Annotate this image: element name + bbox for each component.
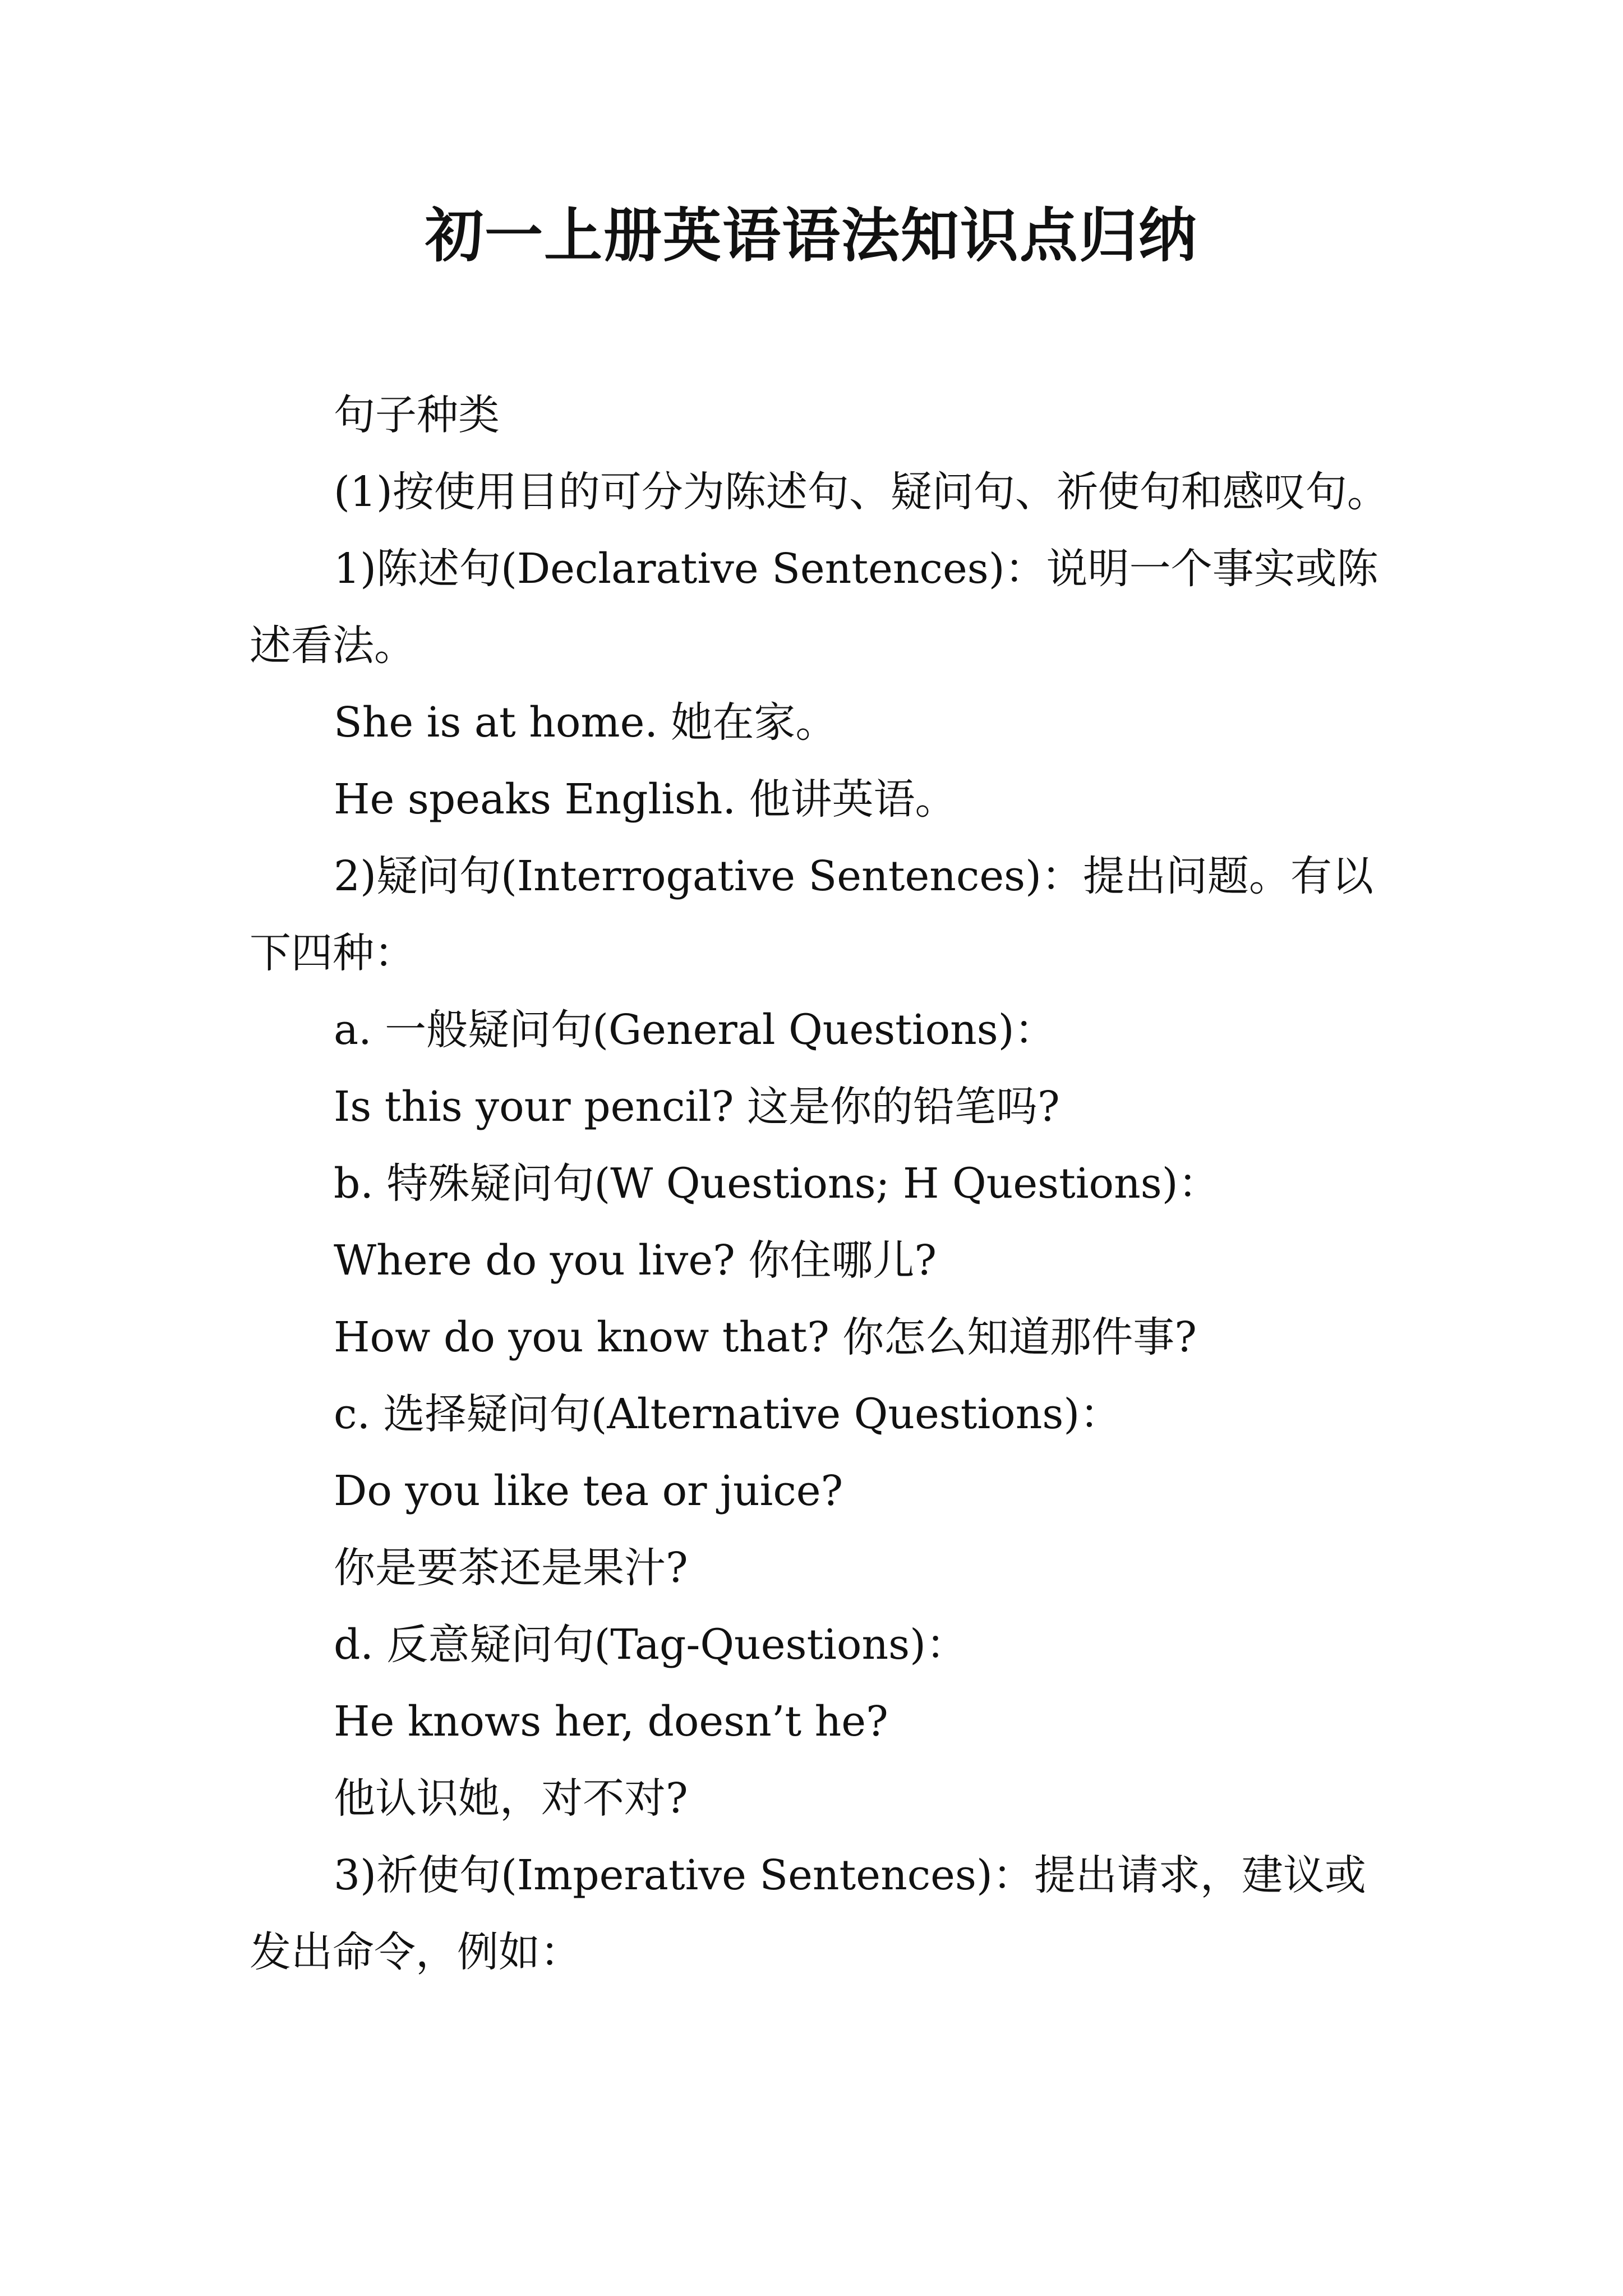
paragraph: 3)祈使句(Imperative Sentences)：提出请求，建议或发出命令，例如： xyxy=(250,1851,1366,1976)
example-translation: 他认识她，对不对? xyxy=(334,1774,688,1823)
example-sentence: She is at home. 她在家。 xyxy=(334,698,837,747)
example-sentence: Where do you live? 你住哪儿? xyxy=(334,1236,937,1285)
example-sentence: He knows her, doesn’t he? xyxy=(334,1697,888,1746)
paragraph: 1)陈述句(Declarative Sentences)：说明一个事实或陈述看法。 xyxy=(250,545,1378,670)
paragraph: (1)按使用目的可分为陈述句、疑问句、祈使句和感叹句。 xyxy=(334,468,1389,516)
example-sentence: How do you know that? 你怎么知道那件事? xyxy=(334,1313,1197,1361)
list-item-heading: b. 特殊疑问句(W Questions; H Questions)： xyxy=(334,1159,1220,1208)
paragraph: 2)疑问句(Interrogative Sentences)：提出问题。有以下四种： xyxy=(250,852,1373,977)
example-sentence: Do you like tea or juice? xyxy=(334,1467,843,1515)
example-sentence: He speaks English. 他讲英语。 xyxy=(334,775,957,823)
section-heading: 句子种类 xyxy=(334,391,500,439)
list-item-heading: d. 反意疑问句(Tag-Questions)： xyxy=(334,1621,967,1669)
example-sentence: Is this your pencil? 这是你的铅笔吗? xyxy=(334,1083,1060,1131)
document-title: 初一上册英语语法知识点归纳 xyxy=(425,201,1198,270)
example-translation: 你是要茶还是果汁? xyxy=(334,1544,688,1592)
list-item-heading: a. 一般疑问句(General Questions)： xyxy=(334,1006,1056,1054)
list-item-heading: c. 选择疑问句(Alternative Questions)： xyxy=(334,1390,1122,1438)
document-body xyxy=(250,377,1391,1991)
